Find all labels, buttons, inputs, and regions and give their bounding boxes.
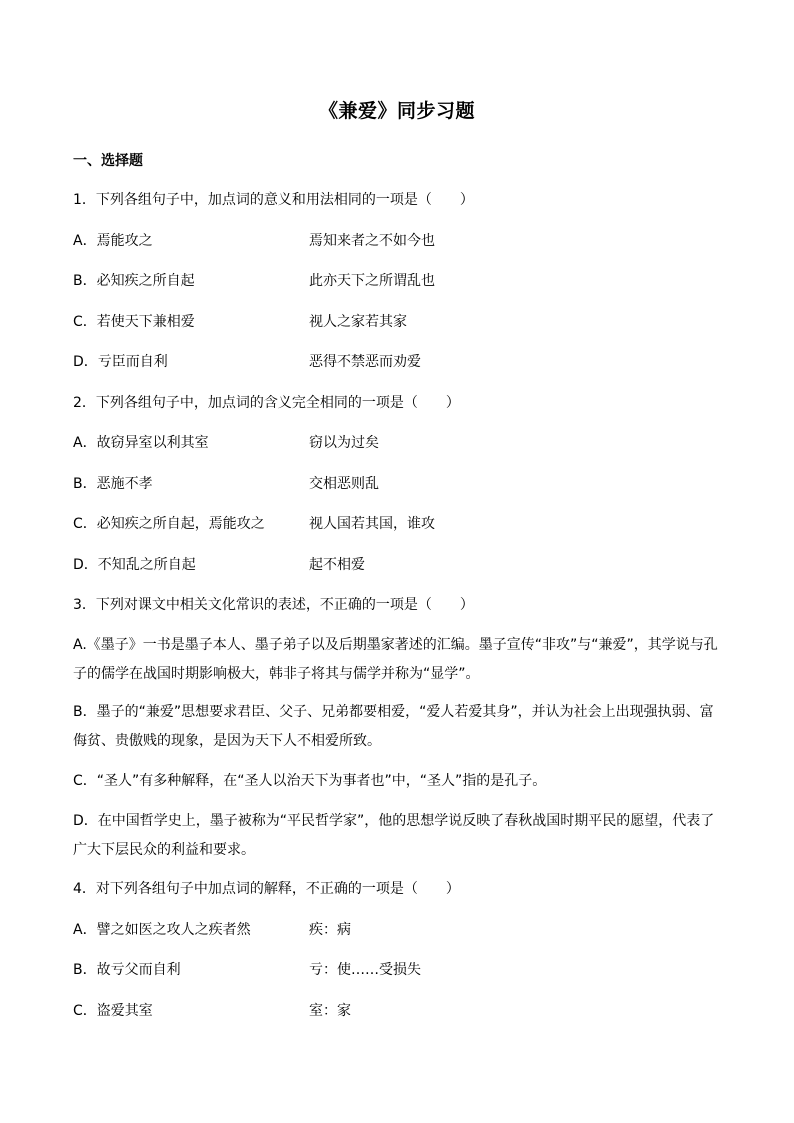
option-right: 疾：病: [309, 922, 351, 938]
option-right: 恶得不禁恶而劝爱: [309, 354, 421, 370]
question-3-option-c: C．“圣人”有多种解释，在“圣人以治天下为事者也”中，“圣人”指的是孔子。: [73, 773, 547, 789]
option-right: 视人之家若其家: [309, 314, 407, 330]
question-1-stem: 1．下列各组句子中，加点词的意义和用法相同的一项是（ ）: [73, 192, 474, 208]
option-left: D．亏臣而自利: [73, 354, 168, 370]
option-right: 室：家: [309, 1003, 351, 1019]
question-3-option-a: A.《墨子》一书是墨子本人、墨子弟子以及后期墨家著述的汇编。墨子宣传“非攻”与“兼爱”，其学说与孔子的儒学在战国时期影响极大，韩非子将其与儒学并称为“显学”。: [73, 637, 718, 682]
option-right: 交相恶则乱: [309, 476, 379, 492]
option-right: 亏：使……受损失: [309, 962, 421, 978]
question-4-stem: 4．对下列各组句子中加点词的解释，不正确的一项是（ ）: [73, 881, 460, 897]
question-3-option-b: B．墨子的“兼爱”思想要求君臣、父子、兄弟都要相爱，“爱人若爱其身”，并认为社会上出现强执弱、富侮贫、贵傲贱的现象，是因为天下人不相爱所致。: [73, 704, 714, 749]
option-left: B．故亏父而自利: [73, 962, 181, 978]
option-right: 视人国若其国，谁攻: [309, 516, 435, 532]
option-right: 此亦天下之所谓乱也: [309, 273, 435, 289]
option-right: 起不相爱: [309, 557, 365, 573]
option-right: 窃以为过矣: [309, 435, 379, 451]
section-heading: 一、选择题: [73, 153, 143, 169]
option-left: B．必知疾之所自起: [73, 273, 195, 289]
question-3-stem: 3．下列对课文中相关文化常识的表述，不正确的一项是（ ）: [73, 597, 474, 613]
option-left: D．不知乱之所自起: [73, 557, 196, 573]
option-left: A．譬之如医之攻人之疾者然: [73, 922, 251, 938]
option-left: C．若使天下兼相爱: [73, 314, 195, 330]
option-right: 焉知来者之不如今也: [309, 233, 435, 249]
page-title: 《兼爱》同步习题: [318, 100, 475, 122]
option-left: A．焉能攻之: [73, 233, 153, 249]
option-left: A．故窃异室以利其室: [73, 435, 209, 451]
question-3-option-d: D．在中国哲学史上，墨子被称为“平民哲学家”，他的思想学说反映了春秋战国时期平民的愿望，代表了广大下层民众的利益和要求。: [73, 813, 715, 858]
option-left: C．必知疾之所自起，焉能攻之: [73, 516, 265, 532]
question-2-stem: 2．下列各组句子中，加点词的含义完全相同的一项是（ ）: [73, 395, 460, 411]
option-left: C．盗爱其室: [73, 1003, 153, 1019]
option-left: B．恶施不孝: [73, 476, 153, 492]
